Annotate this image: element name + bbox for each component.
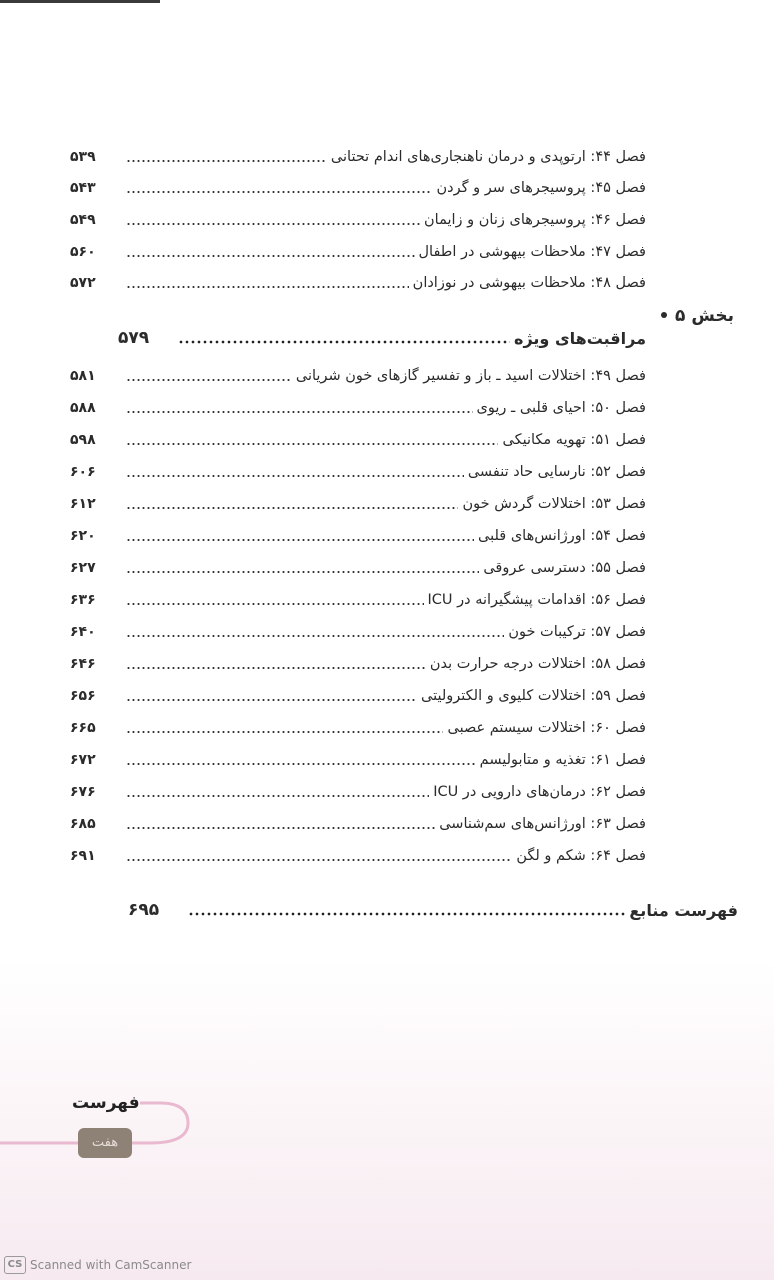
chapter-title: فصل ۵۳: اختلالات گردش خون (462, 496, 646, 512)
chapter-title: فصل ۶۲: درمان‌های دارویی در ICU (433, 784, 646, 800)
chapter-title: فصل ۵۹: اختلالات کلیوی و الکترولیتی (421, 688, 646, 704)
scanner-text: Scanned with CamScanner (30, 1258, 192, 1272)
chapter-title: فصل ۶۴: شکم و لگن (516, 848, 646, 864)
top-edge-line (0, 0, 160, 3)
leader-dots (126, 816, 435, 830)
toc-entry[interactable] (70, 391, 646, 417)
toc-entry[interactable] (70, 266, 646, 292)
leader-dots (126, 368, 292, 382)
toc-entry[interactable] (70, 583, 646, 609)
leader-dots (126, 244, 415, 258)
leader-dots (126, 180, 432, 194)
chapter-title: فصل ۴۸: ملاحظات بیهوشی در نوزادان (412, 275, 646, 291)
leader-dots (126, 400, 473, 414)
page-number: ۶۵۶ (70, 688, 96, 704)
page-number: ۵۸۱ (70, 368, 96, 384)
page-number: ۵۷۲ (70, 275, 96, 291)
chapter-title: فصل ۶۳: اورژانس‌های سم‌شناسی (439, 816, 646, 832)
chapter-title: فصل ۵۸: اختلالات درجه حرارت بدن (429, 656, 646, 672)
page-number: ۵۴۳ (70, 180, 96, 196)
bullet-dot (661, 312, 667, 318)
references-title: فهرست منابع (629, 901, 738, 920)
page-number: ۵۹۸ (70, 432, 96, 448)
scanner-watermark (4, 1256, 191, 1274)
toc-entry[interactable] (70, 743, 646, 769)
chapter-title: فصل ۶۱: تغذیه و متابولیسم (479, 752, 646, 768)
toc-entry[interactable] (70, 551, 646, 577)
leader-dots (126, 624, 504, 638)
page-number: ۶۰۶ (70, 464, 96, 480)
leader-dots (126, 496, 458, 510)
toc-entry[interactable] (70, 647, 646, 673)
toc-entry[interactable] (70, 235, 646, 261)
leader-dots (178, 330, 510, 344)
page-number: ۵۸۸ (70, 400, 96, 416)
camscanner-icon: CS (4, 1256, 26, 1274)
toc-entry[interactable] (70, 679, 646, 705)
leader-dots (126, 149, 327, 163)
toc-entry[interactable] (70, 203, 646, 229)
toc-entry[interactable] (70, 775, 646, 801)
footer-page-word: هفت (78, 1128, 132, 1158)
chapter-title: فصل ۵۷: ترکیبات خون (508, 624, 646, 640)
page-number: ۶۹۵ (128, 900, 160, 920)
page-number: ۵۴۹ (70, 212, 96, 228)
chapter-title: فصل ۵۲: نارسایی حاد تنفسی (467, 464, 646, 480)
leader-dots (126, 848, 512, 862)
leader-dots (188, 902, 625, 916)
leader-dots (126, 560, 479, 574)
chapter-title: فصل ۴۹: اختلالات اسید ـ باز و تفسیر گازهای خون شریانی (295, 368, 646, 384)
page-number: ۶۲۷ (70, 560, 96, 576)
page-number: ۶۱۲ (70, 496, 96, 512)
chapter-title: فصل ۴۷: ملاحظات بیهوشی در اطفال (418, 244, 646, 260)
page-number: ۶۲۰ (70, 528, 96, 544)
chapter-title: فصل ۴۶: پروسیجرهای زنان و زایمان (424, 212, 646, 228)
chapter-title: فصل ۴۵: پروسیجرهای سر و گردن (436, 180, 646, 196)
page-number: ۵۶۰ (70, 244, 96, 260)
chapter-title: فصل ۵۶: اقدامات پیشگیرانه در ICU (427, 592, 646, 608)
leader-dots (126, 752, 476, 766)
section-entry[interactable] (118, 318, 646, 348)
toc-entry[interactable] (70, 711, 646, 737)
toc-entry[interactable] (70, 455, 646, 481)
page-number: ۶۶۵ (70, 720, 96, 736)
page-number: ۵۳۹ (70, 149, 96, 165)
page-number: ۶۸۵ (70, 816, 96, 832)
page-number: ۶۴۰ (70, 624, 96, 640)
leader-dots (126, 212, 420, 226)
leader-dots (126, 464, 464, 478)
footer-title: فهرست (72, 1093, 140, 1113)
page-number: ۶۷۲ (70, 752, 96, 768)
page-number: ۶۳۶ (70, 592, 96, 608)
toc-entry[interactable] (70, 807, 646, 833)
chapter-title: فصل ۵۰: احیای قلبی ـ ریوی (476, 400, 646, 416)
chapter-title: فصل ۵۵: دسترسی عروقی (483, 560, 646, 576)
toc-entry[interactable] (70, 171, 646, 197)
toc-entry[interactable] (70, 487, 646, 513)
toc-entry[interactable] (70, 359, 646, 385)
toc-entry[interactable] (70, 839, 646, 865)
chapter-title: فصل ۴۴: ارتوپدی و درمان ناهنجاری‌های اندام تحتانی (330, 149, 646, 165)
leader-dots (126, 720, 443, 734)
page-number: ۶۷۶ (70, 784, 96, 800)
toc-entry[interactable] (70, 423, 646, 449)
leader-dots (126, 528, 474, 542)
chapter-title: فصل ۶۰: اختلالات سیستم عصبی (447, 720, 646, 736)
leader-dots (126, 432, 498, 446)
references-entry[interactable] (128, 890, 738, 920)
leader-dots (126, 592, 424, 606)
toc-entry[interactable] (70, 615, 646, 641)
page-number: ۶۹۱ (70, 848, 96, 864)
section-title: مراقبت‌های ویژه (514, 329, 646, 348)
chapter-title: فصل ۵۴: اورژانس‌های قلبی (478, 528, 646, 544)
leader-dots (126, 784, 429, 798)
page-number: ۵۷۹ (118, 328, 150, 348)
section-number: بخش ۵ (675, 306, 734, 326)
leader-dots (126, 688, 417, 702)
leader-dots (126, 275, 409, 289)
page-number: ۶۴۶ (70, 656, 96, 672)
toc-entry[interactable] (70, 519, 646, 545)
chapter-title: فصل ۵۱: تهویه مکانیکی (502, 432, 646, 448)
leader-dots (126, 656, 426, 670)
toc-entry[interactable] (70, 140, 646, 166)
